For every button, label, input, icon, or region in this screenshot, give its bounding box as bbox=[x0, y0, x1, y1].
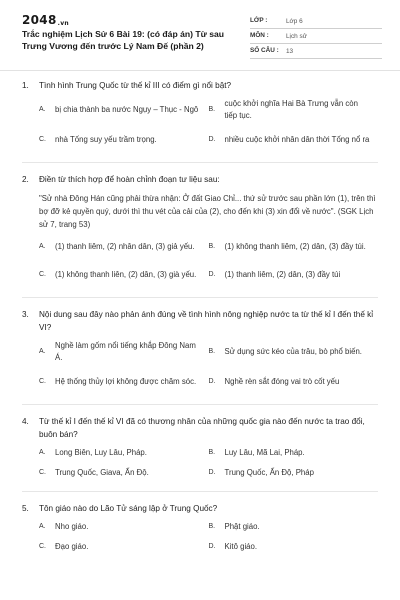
question-2 bbox=[0, 173, 400, 298]
meta-grade-label: LỚP : bbox=[250, 17, 268, 24]
question-number: 2. bbox=[22, 175, 29, 184]
option-a[interactable] bbox=[39, 521, 209, 533]
question-stem bbox=[22, 502, 378, 515]
option-text: (1) không thanh liêm, (2) dân, (3) đầy túi. bbox=[224, 242, 366, 251]
option-letter: D. bbox=[208, 469, 216, 476]
meta-count-label: SỐ CÂU : bbox=[250, 47, 279, 54]
question-number: 5. bbox=[22, 504, 29, 513]
option-text: (1) không thanh liên, (2) dân, (3) già yếu. bbox=[55, 270, 197, 279]
option-letter: B. bbox=[208, 348, 216, 355]
option-text: Nghề làm gốm nổi tiếng khắp Đông Nam Á. bbox=[55, 341, 196, 362]
question-text: Nội dung sau đây nào phản ánh đúng về tình hình nông nghiệp nước ta từ thế kỉ I đến thế kỉ VI? bbox=[39, 310, 374, 332]
logo-text: 2048 bbox=[22, 13, 57, 27]
question-number: 3. bbox=[22, 310, 29, 319]
option-text: Luy Lâu, Mã Lai, Pháp. bbox=[224, 448, 305, 457]
option-text: Sử dụng sức kéo của trâu, bò phổ biến. bbox=[224, 347, 362, 356]
page-header bbox=[0, 0, 400, 68]
option-letter: C. bbox=[39, 469, 46, 476]
question-text: Từ thế kỉ I đến thế kỉ VI đã có thương nhân của những quốc gia nào đến nước ta trao đổi, buôn bán? bbox=[39, 417, 365, 439]
option-text: nhà Tống suy yếu trầm trọng. bbox=[55, 135, 157, 144]
option-text: Trung Quốc, Ấn Độ, Pháp bbox=[224, 468, 314, 477]
option-letter: A. bbox=[39, 449, 46, 456]
option-letter: D. bbox=[208, 271, 216, 278]
site-logo[interactable] bbox=[22, 13, 69, 27]
option-c[interactable] bbox=[39, 130, 209, 150]
question-number: 4. bbox=[22, 417, 29, 426]
option-a[interactable] bbox=[39, 340, 209, 364]
question-divider bbox=[22, 162, 378, 163]
option-text: (1) thanh liêm, (2) nhân dân, (3) giả yếu. bbox=[55, 242, 195, 251]
option-c[interactable] bbox=[39, 467, 209, 479]
option-c[interactable] bbox=[39, 541, 209, 553]
option-d[interactable] bbox=[209, 265, 379, 285]
meta-question-count bbox=[250, 44, 382, 59]
meta-subject-label: MÔN : bbox=[250, 32, 269, 39]
option-letter: A. bbox=[39, 106, 46, 113]
answer-options bbox=[22, 98, 378, 158]
question-list bbox=[0, 79, 400, 600]
option-d[interactable] bbox=[209, 372, 379, 392]
option-letter: B. bbox=[208, 523, 216, 530]
answer-options bbox=[22, 521, 378, 561]
answer-options bbox=[22, 237, 378, 293]
option-b[interactable] bbox=[209, 447, 379, 459]
source-passage: "Sử nhà Đông Hán cũng phải thừa nhận: Ở đất Giao Chỉ... thứ sử trước sau phần lớn (1), trên thì bợ đỡ kẻ quyền quý, dưới thì thu vét của cải của (2), cho đến khi (3) xin đổi về nước". (SGK Lịch sử 7, trang 53) bbox=[39, 194, 376, 229]
meta-grade bbox=[250, 14, 382, 29]
option-b[interactable] bbox=[209, 237, 379, 257]
question-4 bbox=[0, 415, 400, 492]
option-text: Nghề rèn sắt đóng vai trò cốt yếu bbox=[224, 377, 340, 386]
option-b[interactable] bbox=[209, 98, 379, 122]
option-letter: A. bbox=[39, 523, 46, 530]
meta-subject-value: Lịch sử bbox=[286, 32, 307, 40]
option-text: (1) thanh liêm, (2) dân, (3) đầy túi bbox=[224, 270, 341, 279]
option-letter: D. bbox=[208, 136, 216, 143]
option-letter: B. bbox=[208, 106, 216, 113]
question-divider bbox=[22, 491, 378, 492]
question-1 bbox=[0, 79, 400, 163]
meta-grade-value: Lớp 6 bbox=[286, 17, 303, 25]
question-divider bbox=[22, 297, 378, 298]
option-b[interactable] bbox=[209, 340, 379, 364]
option-letter: C. bbox=[39, 271, 46, 278]
option-text: Đạo giáo. bbox=[55, 542, 89, 551]
option-a[interactable] bbox=[39, 237, 209, 257]
answer-options bbox=[22, 447, 378, 487]
option-text: Nho giáo. bbox=[55, 522, 89, 531]
question-text: Điền từ thích hợp để hoàn chỉnh đoạn tư liệu sau: bbox=[39, 175, 220, 184]
quiz-meta bbox=[250, 14, 382, 59]
question-number: 1. bbox=[22, 81, 29, 90]
question-3 bbox=[0, 308, 400, 405]
option-text: Phật giáo. bbox=[224, 522, 260, 531]
page-title: Trắc nghiệm Lịch Sử 6 Bài 19: (có đáp án) Từ sau Trưng Vương đến trước Lý Nam Đế (phần 2) bbox=[22, 29, 225, 51]
option-c[interactable] bbox=[39, 372, 209, 392]
option-letter: A. bbox=[39, 243, 46, 250]
option-d[interactable] bbox=[209, 467, 379, 479]
question-text: Tôn giáo nào do Lão Tử sáng lập ở Trung Quốc? bbox=[39, 504, 218, 513]
option-text: Hệ thống thủy lợi không được chăm sóc. bbox=[55, 377, 197, 386]
option-text: Trung Quốc, Giava, Ấn Độ. bbox=[55, 468, 149, 477]
question-stem bbox=[22, 79, 378, 92]
option-a[interactable] bbox=[39, 447, 209, 459]
answer-options bbox=[22, 340, 378, 400]
option-letter: D. bbox=[208, 378, 216, 385]
option-letter: B. bbox=[208, 449, 216, 456]
question-stem bbox=[22, 415, 378, 441]
option-a[interactable] bbox=[39, 98, 209, 122]
option-text: Kitô giáo. bbox=[224, 542, 258, 551]
option-letter: B. bbox=[208, 243, 216, 250]
question-divider bbox=[22, 404, 378, 405]
meta-count-value: 13 bbox=[286, 47, 294, 55]
question-stem bbox=[22, 308, 378, 334]
option-text: cuộc khởi nghĩa Hai Bà Trưng vẫn còn tiếp tục. bbox=[224, 99, 358, 120]
option-c[interactable] bbox=[39, 265, 209, 285]
option-text: bị chia thành ba nước Ngụy – Thục - Ngô bbox=[55, 105, 199, 114]
logo-domain: .vn bbox=[57, 20, 69, 27]
option-d[interactable] bbox=[209, 541, 379, 553]
option-b[interactable] bbox=[209, 521, 379, 533]
option-letter: C. bbox=[39, 378, 46, 385]
meta-subject bbox=[250, 29, 382, 44]
option-letter: D. bbox=[208, 543, 216, 550]
option-text: Long Biên, Luy Lâu, Pháp. bbox=[55, 448, 147, 457]
question-5 bbox=[0, 502, 400, 561]
header-divider bbox=[0, 70, 400, 71]
option-letter: C. bbox=[39, 543, 46, 550]
option-letter: A. bbox=[39, 348, 46, 355]
question-stem bbox=[22, 173, 378, 186]
question-text: Tình hình Trung Quốc từ thế kỉ III có điểm gì nổi bật? bbox=[39, 81, 232, 90]
option-text: nhiều cuộc khởi nhân dân thời Tống nổ ra bbox=[224, 135, 370, 144]
option-d[interactable] bbox=[209, 130, 379, 150]
option-letter: C. bbox=[39, 136, 46, 143]
